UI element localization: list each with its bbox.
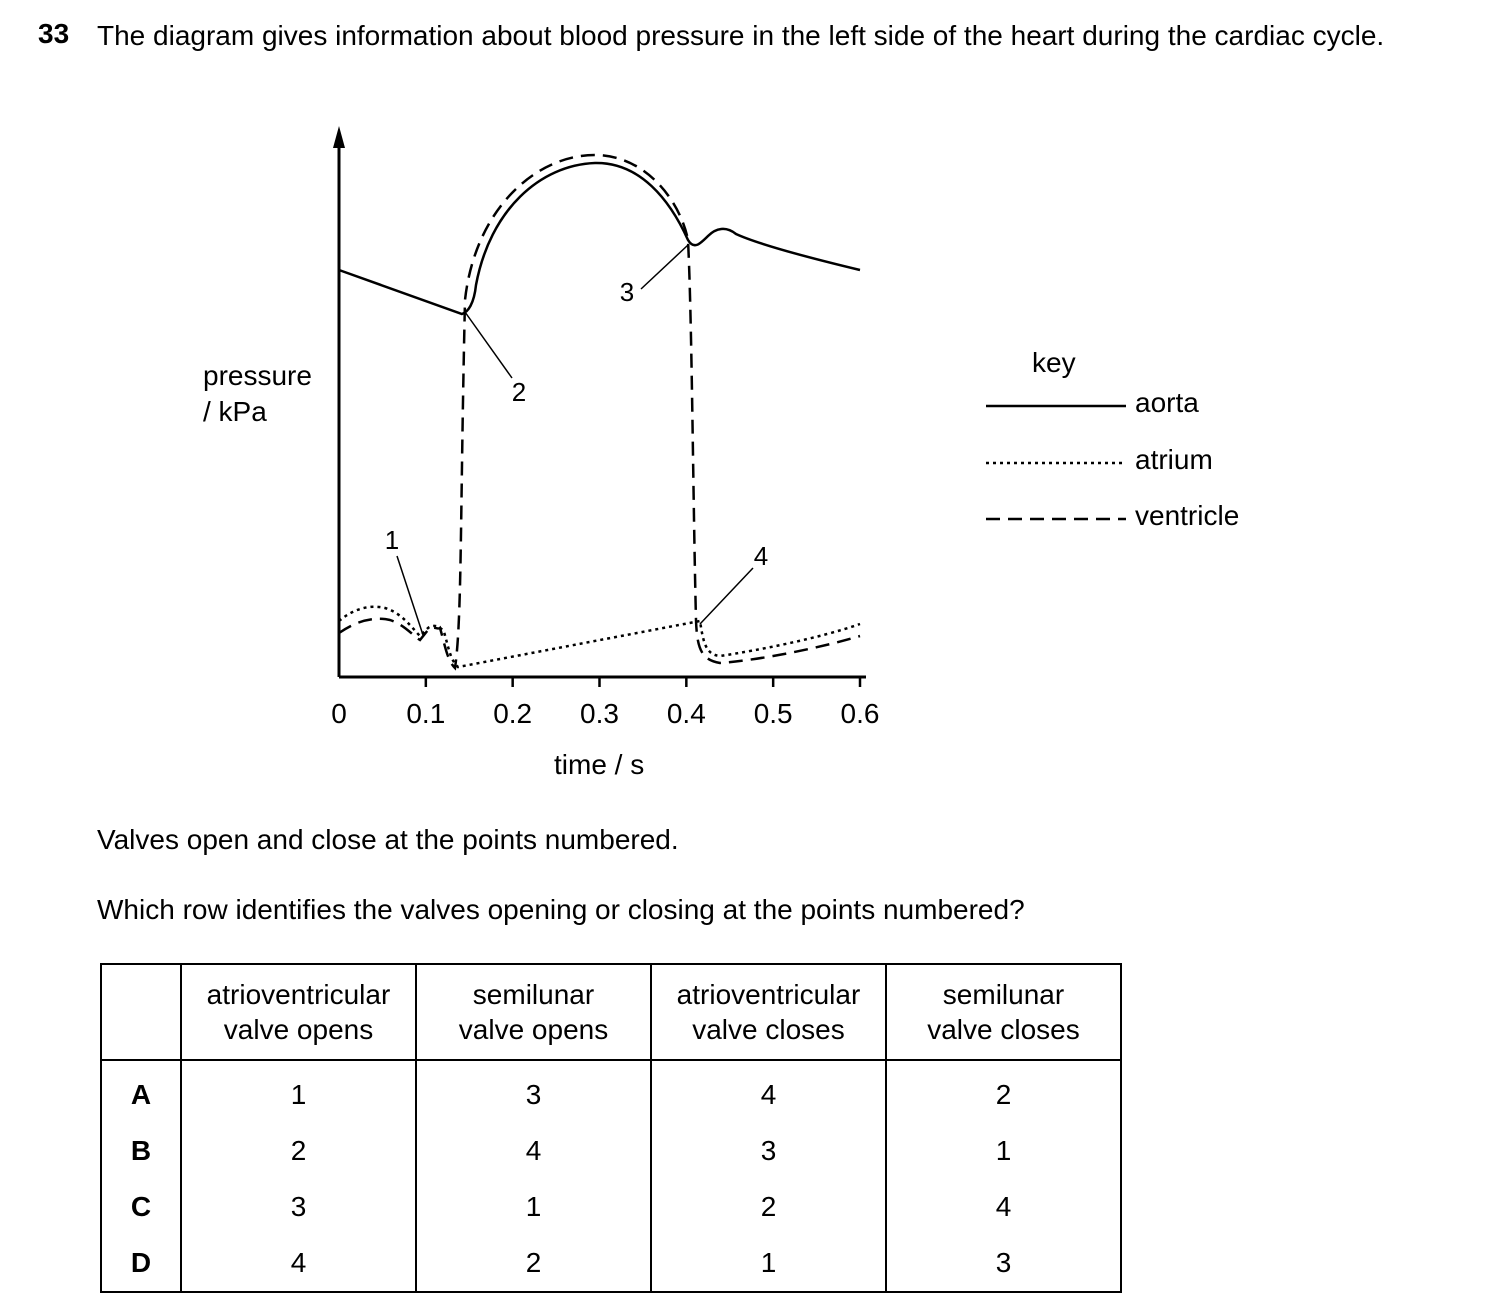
x-tick-label: 0.3 [580,698,619,729]
table-cell: 3 [181,1179,416,1235]
instruction-text: Valves open and close at the points numbered. [97,824,679,855]
table-header-sl-opens [416,964,651,1060]
table-row [101,1123,1121,1179]
point-labels [385,245,768,635]
table-header-av-opens [181,964,416,1060]
row-key: C [101,1179,181,1235]
legend-label-aorta: aorta [1135,387,1199,418]
header-text: atrioventricular valve closes [676,979,861,1045]
header-text: atrioventricular valve opens [206,979,391,1045]
table-cell: 4 [651,1060,886,1123]
chart-curves [339,155,860,668]
question-text: The diagram gives information about blood pressure in the left side of the heart during the cardiac cycle. [97,20,1385,51]
table-cell: 1 [181,1060,416,1123]
table-cell: 1 [416,1179,651,1235]
y-axis-label-line1: pressure [203,360,312,391]
point-label-2: 2 [511,377,527,407]
x-tick-label: 0.5 [753,698,793,729]
table-row [101,1060,1121,1123]
series-line-ventricle [339,155,860,668]
x-tick-label: 0.6 [840,698,880,729]
leader-line-4 [700,568,753,624]
table-cell: 1 [651,1235,886,1292]
table-cell: 2 [181,1123,416,1179]
y-axis-arrow [333,126,345,148]
table-cell: 4 [416,1123,651,1179]
x-tick-label: 0.4 [666,698,706,729]
table-cell: 2 [886,1060,1121,1123]
table-row [101,1235,1121,1292]
x-tick-label: 0.1 [406,698,446,729]
legend-title: key [1032,347,1076,378]
legend-label-ventricle: ventricle [1135,500,1240,531]
point-label-3: 3 [619,277,635,307]
table-cell: 2 [651,1179,886,1235]
table-header-blank [101,964,181,1060]
leader-line-1 [397,556,423,635]
chart-axes [333,126,866,677]
x-tick-label: 0 [331,698,347,729]
table-cell: 3 [651,1123,886,1179]
leader-line-3 [641,245,688,289]
answer-table [100,963,1122,1293]
row-key: A [101,1060,181,1123]
row-key: D [101,1235,181,1292]
series-line-aorta [339,163,860,314]
x-axis-label: time / s [554,749,645,780]
header-text: semilunar valve closes [927,979,1080,1045]
chart-legend [986,406,1126,519]
x-ticks [331,677,879,729]
header-text: semilunar valve opens [458,979,609,1045]
leader-line-2 [465,312,512,378]
question-prompt: Which row identifies the valves opening or closing at the points numbered? [97,894,1025,925]
legend-label-atrium: atrium [1135,444,1213,475]
table-header-sl-closes [886,964,1121,1060]
table-cell: 4 [181,1235,416,1292]
table-cell: 4 [886,1179,1121,1235]
table-cell: 1 [886,1123,1121,1179]
table-row [101,1179,1121,1235]
y-axis-label-line2: / kPa [203,396,267,427]
table-cell: 2 [416,1235,651,1292]
y-axis-label [203,358,312,430]
table-cell: 3 [416,1060,651,1123]
x-tick-label: 0.2 [493,698,533,729]
question-number: 33 [38,18,70,49]
table-cell: 3 [886,1235,1121,1292]
point-label-4: 4 [753,541,769,571]
table-header-row [101,964,1121,1060]
table-header-av-closes [651,964,886,1060]
row-key: B [101,1123,181,1179]
point-label-1: 1 [384,525,400,555]
